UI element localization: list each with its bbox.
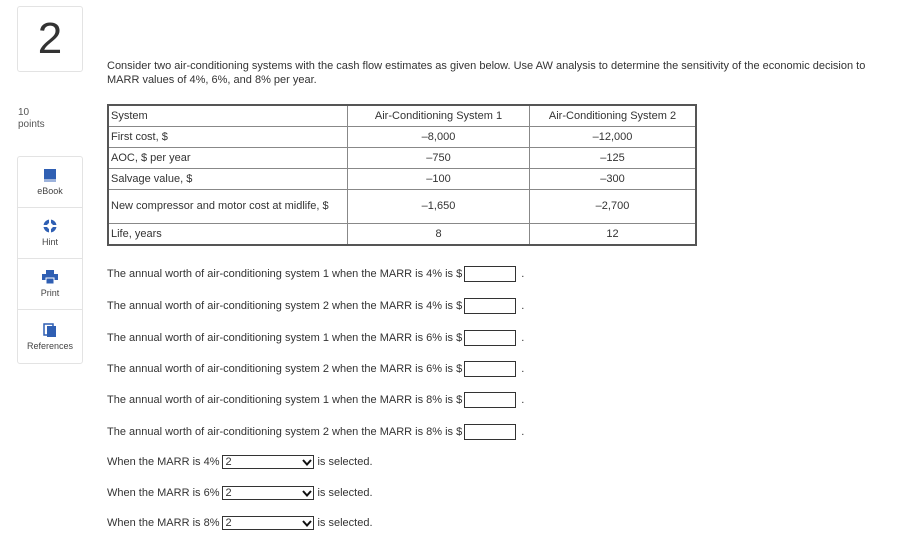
print-label: Print	[40, 288, 60, 298]
answer-line-4	[107, 361, 524, 377]
table-cell: –12,000	[530, 127, 697, 148]
selection-line-3	[107, 516, 373, 530]
aw-system2-6pct-input[interactable]	[464, 361, 516, 377]
table-cell: –1,650	[348, 190, 530, 224]
period: .	[521, 394, 525, 406]
system-select-4pct[interactable]	[222, 455, 314, 469]
points-label: points	[18, 119, 45, 130]
hint-label: Hint	[41, 237, 58, 247]
references-label: References	[26, 340, 74, 351]
ebook-label: eBook	[37, 185, 63, 196]
answer-line-5	[107, 392, 524, 408]
table-header-row	[108, 105, 696, 127]
aw-system1-8pct-input[interactable]	[464, 392, 516, 408]
table-header-cell: Air-Conditioning System 1	[348, 105, 530, 127]
question-text: Consider two air-conditioning systems with the cash flow estimates as given below. Use AW analysis to determine the sensitivity of the economic decision to MARR values of 4%, 6%, and 8% per year.	[107, 60, 866, 86]
answer-prompt: The annual worth of air-conditioning system 2 when the MARR is 8% is $	[107, 426, 463, 438]
table-cell: –2,700	[530, 190, 697, 224]
table-cell: –750	[348, 148, 530, 169]
hint-button[interactable]	[18, 208, 82, 259]
selection-prefix: When the MARR is 4%	[107, 456, 220, 468]
table-cell: New compressor and motor cost at midlife, $	[108, 190, 348, 224]
table-cell: –100	[348, 169, 530, 190]
answer-prompt: The annual worth of air-conditioning system 1 when the MARR is 4% is $	[107, 268, 463, 280]
period: .	[521, 426, 525, 438]
ebook-icon	[43, 169, 57, 182]
selection-suffix: is selected.	[317, 456, 373, 468]
chevron-down-icon	[301, 517, 313, 529]
chevron-down-icon	[301, 456, 313, 468]
references-icon	[43, 323, 57, 337]
table-cell: First cost, $	[108, 127, 348, 148]
selected-value: 2	[225, 456, 232, 468]
selection-line-1	[107, 455, 373, 469]
selection-suffix: is selected.	[317, 487, 373, 499]
table-row	[108, 127, 696, 148]
answer-line-1	[107, 266, 524, 282]
answer-prompt: The annual worth of air-conditioning system 2 when the MARR is 6% is $	[107, 363, 463, 375]
period: .	[521, 332, 525, 344]
chevron-down-icon	[301, 487, 313, 499]
table-cell: Life, years	[108, 224, 348, 246]
period: .	[521, 363, 525, 375]
table-cell: AOC, $ per year	[108, 148, 348, 169]
selection-suffix: is selected.	[317, 517, 373, 529]
selected-value: 2	[225, 487, 232, 499]
table-cell: –8,000	[348, 127, 530, 148]
table-header-cell: System	[108, 105, 348, 127]
cash-flow-table	[107, 104, 697, 246]
question-number: 2	[17, 6, 83, 72]
table-cell: 12	[530, 224, 697, 246]
answer-prompt: The annual worth of air-conditioning system 2 when the MARR is 4% is $	[107, 300, 463, 312]
aw-system2-4pct-input[interactable]	[464, 298, 516, 314]
hint-icon	[43, 219, 57, 233]
print-icon	[42, 270, 58, 284]
print-button[interactable]	[18, 259, 82, 310]
answer-line-6	[107, 424, 524, 440]
period: .	[521, 268, 525, 280]
answer-line-3	[107, 330, 524, 346]
table-row	[108, 224, 696, 246]
aw-system1-6pct-input[interactable]	[464, 330, 516, 346]
table-cell: Salvage value, $	[108, 169, 348, 190]
table-cell: –300	[530, 169, 697, 190]
selection-line-2	[107, 486, 373, 500]
answer-prompt: The annual worth of air-conditioning system 1 when the MARR is 6% is $	[107, 332, 463, 344]
selection-prefix: When the MARR is 8%	[107, 517, 220, 529]
answer-line-2	[107, 298, 524, 314]
points-value: 10	[18, 107, 30, 118]
points-indicator	[18, 107, 45, 131]
aw-system2-8pct-input[interactable]	[464, 424, 516, 440]
period: .	[521, 300, 525, 312]
system-select-6pct[interactable]	[222, 486, 314, 500]
table-header-cell: Air-Conditioning System 2	[530, 105, 697, 127]
system-select-8pct[interactable]	[222, 516, 314, 530]
tools-panel	[17, 156, 83, 364]
table-row	[108, 169, 696, 190]
selection-prefix: When the MARR is 6%	[107, 487, 220, 499]
answer-prompt: The annual worth of air-conditioning system 1 when the MARR is 8% is $	[107, 394, 463, 406]
table-row	[108, 148, 696, 169]
table-cell: 8	[348, 224, 530, 246]
table-cell: –125	[530, 148, 697, 169]
table-row	[108, 190, 696, 224]
references-button[interactable]	[18, 310, 82, 363]
selected-value: 2	[225, 517, 232, 529]
ebook-button[interactable]	[18, 157, 82, 208]
aw-system1-4pct-input[interactable]	[464, 266, 516, 282]
